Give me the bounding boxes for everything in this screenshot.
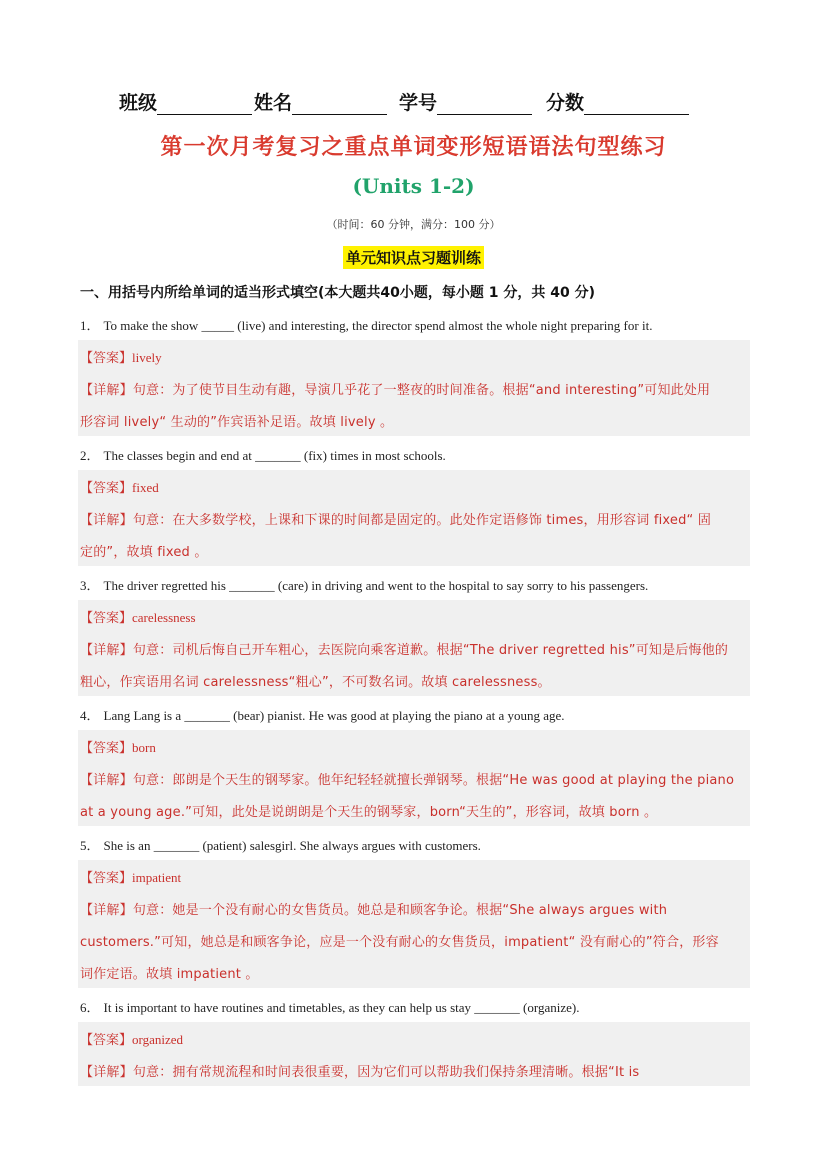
question-text: Lang Lang is a _______ (bear) pianist. He was good at playing the piano at a young age. bbox=[103, 708, 565, 723]
answer-line: 【答案】born bbox=[80, 740, 156, 756]
answer-line: 【答案】impatient bbox=[80, 870, 182, 886]
name-blank[interactable] bbox=[292, 94, 387, 115]
explanation-line: 【详解】句意：郎朗是个天生的钢琴家。他年纪轻轻就擅长弹钢琴。根据“He was good at playing the piano bbox=[80, 773, 735, 788]
explanation-line: 【详解】句意：在大多数学校，上课和下课的时间都是固定的。此处作定语修饰 times，用形容词 fixed“ 固 bbox=[80, 513, 712, 528]
question-item: 4． Lang Lang is a _______ (bear) pianist. He was good at playing the piano at a young age. bbox=[80, 708, 565, 723]
unit-badge: 单元知识点习题训练 bbox=[343, 246, 484, 269]
explanation-line: 【详解】句意：为了使节目生动有趣，导演几乎花了一整夜的时间准备。根据“and interesting”可知此处用 bbox=[80, 383, 711, 398]
answer-value: impatient bbox=[132, 870, 182, 885]
exam-timing: （时间：60 分钟，满分：100 分） bbox=[326, 218, 501, 231]
unit-badge-wrap bbox=[0, 246, 827, 269]
section-heading: 一、用括号内所给单词的适当形式填空(本大题共40小题，每小题 1 分，共 40 分) bbox=[80, 285, 595, 301]
explanation-line: customers.”可知，她总是和顾客争论，应是一个没有耐心的女售货员，impatient“ 没有耐心的”符合，形容 bbox=[80, 935, 719, 950]
question-item: 1． To make the show _____ (live) and interesting, the director spend almost the whole night preparing for it. bbox=[80, 318, 653, 333]
class-blank[interactable] bbox=[157, 94, 252, 115]
name-label: 姓名 bbox=[254, 92, 293, 114]
explanation-line: 定的”，故填 fixed 。 bbox=[80, 545, 208, 560]
question-item: 2． The classes begin and end at _______ (fix) times in most schools. bbox=[80, 448, 446, 463]
question-item: 6． It is important to have routines and timetables, as they can help us stay _______ (organize). bbox=[80, 1000, 580, 1015]
student-no-blank[interactable] bbox=[437, 94, 532, 115]
explanation-line: 词作定语。故填 impatient 。 bbox=[80, 967, 259, 982]
question-text: It is important to have routines and timetables, as they can help us stay _______ (organize). bbox=[103, 1000, 580, 1015]
question-text: The driver regretted his _______ (care) in driving and went to the hospital to say sorry to his passengers. bbox=[103, 578, 649, 593]
question-text: The classes begin and end at _______ (fix) times in most schools. bbox=[103, 448, 446, 463]
answer-line: 【答案】carelessness bbox=[80, 610, 196, 626]
answer-line: 【答案】lively bbox=[80, 350, 162, 366]
answer-value: carelessness bbox=[132, 610, 196, 625]
explanation-line: 形容词 lively“ 生动的”作宾语补足语。故填 lively 。 bbox=[80, 415, 394, 430]
explanation-line: 【详解】句意：拥有常规流程和时间表很重要，因为它们可以帮助我们保持条理清晰。根据“It is bbox=[80, 1065, 640, 1080]
answer-line: 【答案】organized bbox=[80, 1032, 184, 1048]
explanation-line: 粗心，作宾语用名词 carelessness“粗心”，不可数名词。故填 carelessness。 bbox=[80, 675, 551, 690]
worksheet-title: 第一次月考复习之重点单词变形短语语法句型练习 bbox=[160, 135, 667, 160]
answer-value: lively bbox=[132, 350, 162, 365]
question-text: She is an _______ (patient) salesgirl. She always argues with customers. bbox=[103, 838, 481, 853]
student-info-line bbox=[119, 88, 719, 116]
answer-line: 【答案】fixed bbox=[80, 480, 159, 496]
explanation-line: 【详解】句意：司机后悔自己开车粗心，去医院向乘客道歉。根据“The driver regretted his”可知是后悔他的 bbox=[80, 643, 729, 658]
class-label: 班级 bbox=[119, 92, 158, 114]
answer-value: fixed bbox=[132, 480, 159, 495]
question-text: To make the show _____ (live) and interesting, the director spend almost the whole night preparing for it. bbox=[103, 318, 653, 333]
question-item: 3． The driver regretted his _______ (care) in driving and went to the hospital to say sorry to his passengers. bbox=[80, 578, 649, 593]
explanation-line: at a young age.”可知，此处是说朗朗是个天生的钢琴家，born“天生的”，形容词，故填 born 。 bbox=[80, 805, 658, 820]
score-label: 分数 bbox=[546, 92, 585, 114]
explanation-line: 【详解】句意：她是一个没有耐心的女售货员。她总是和顾客争论。根据“She always argues with bbox=[80, 903, 668, 918]
student-no-label: 学号 bbox=[399, 92, 438, 114]
question-item: 5． She is an _______ (patient) salesgirl. She always argues with customers. bbox=[80, 838, 481, 853]
worksheet-subtitle: (Units 1-2) bbox=[352, 174, 475, 198]
score-blank[interactable] bbox=[584, 94, 689, 115]
answer-value: organized bbox=[132, 1032, 184, 1047]
answer-value: born bbox=[132, 740, 156, 755]
